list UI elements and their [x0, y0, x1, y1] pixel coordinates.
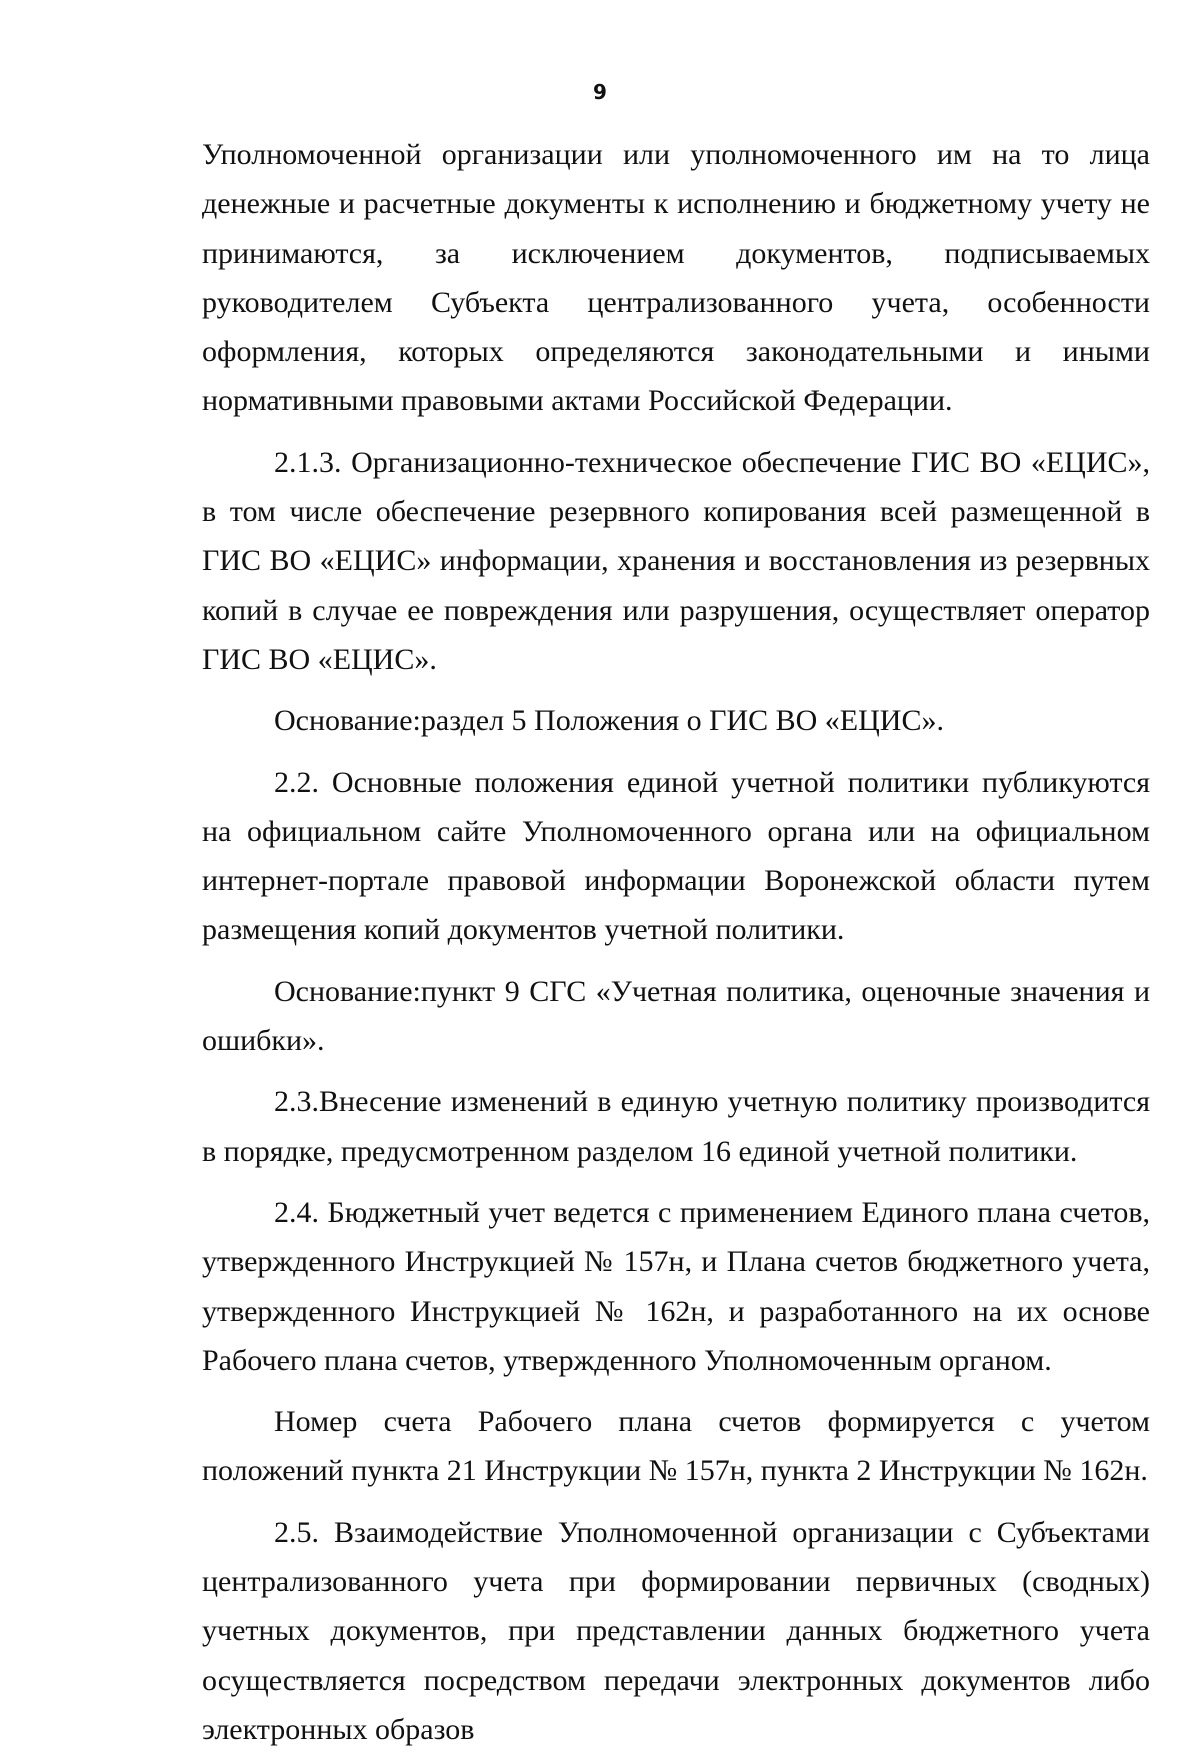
paragraph-basis-1: Основание:раздел 5 Положения о ГИС ВО «ЕЦИС».	[274, 704, 944, 738]
page-number: 9	[593, 80, 607, 104]
paragraph-2-3: 2.3.Внесение изменений в единую учетную политику производится в порядке, предусмотренном разделом 16 единой учетной политики.	[202, 1085, 1150, 1168]
paragraph-account-number: Номер счета Рабочего плана счетов формируется с учетом положений пункта 21 Инструкции № 157н, пункта 2 Инструкции № 162н.	[202, 1405, 1150, 1488]
paragraph-2-2: 2.2. Основные положения единой учетной политики публикуются на официальном сайте Уполномоченного органа или на официальном интернет-портале правовой информации Воронежской области путем размещения копий документов учетной политики.	[202, 765, 1150, 947]
paragraph-basis-2: Основание:пункт 9 СГС «Учетная политика, оценочные значения и ошибки».	[202, 974, 1150, 1058]
paragraph-continuation: Уполномоченной организации или уполномоченного им на то лица денежные и расчетные документы к исполнению и бюджетному учету не принимаются, за исключением документов, подписываемых руководителем Субъекта централизованного учета, особенности оформления, которых определяются законодательными и иными нормативными правовыми актами Российской Федерации.	[202, 138, 1150, 418]
paragraph-2-5: 2.5. Взаимодействие Уполномоченной организации с Субъектами централизованного учета при формировании первичных (сводных) учетных документов, при представлении данных бюджетного учета осуществляется посредством передачи электронных документов либо электронных образов	[202, 1515, 1150, 1746]
paragraph-2-1-3: 2.1.3. Организационно-техническое обеспечение ГИС ВО «ЕЦИС», в том числе обеспечение резервного копирования всей размещенной в ГИС ВО «ЕЦИС» информации, хранения и восстановления из резервных копий в случае ее повреждения или разрушения, осуществляет оператор ГИС ВО «ЕЦИС».	[202, 445, 1150, 676]
paragraph-2-4: 2.4. Бюджетный учет ведется с применением Единого плана счетов, утвержденного Инструкцией № 157н, и Плана счетов бюджетного учета, утвержденного Инструкцией № 162н, и разработанного на их основе Рабочего плана счетов, утвержденного Уполномоченным органом.	[202, 1195, 1150, 1377]
document-body	[202, 130, 1150, 1754]
